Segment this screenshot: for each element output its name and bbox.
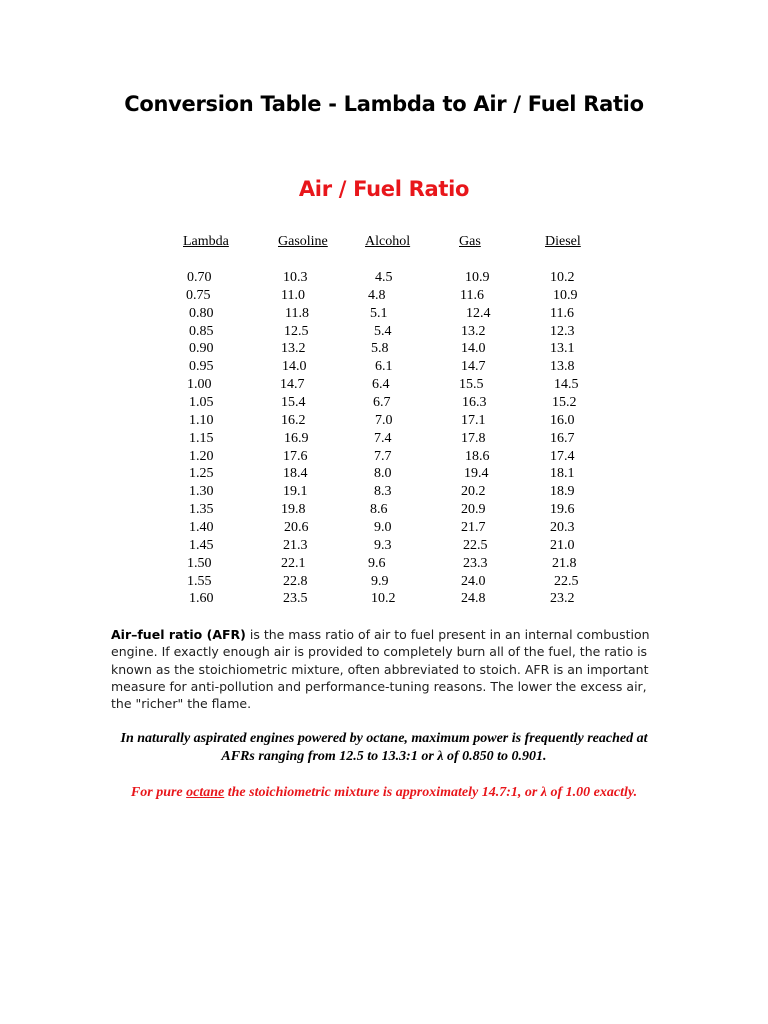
cell-lambda: 1.25	[189, 466, 214, 482]
cell-gas: 16.3	[462, 395, 487, 410]
stoich-note	[110, 784, 658, 802]
cell-gas: 23.3	[463, 555, 488, 571]
cell-lambda: 1.60	[189, 591, 214, 607]
cell-lambda: 0.70	[187, 270, 212, 285]
cell-lambda: 1.55	[187, 573, 212, 589]
cell-diesel: 10.9	[553, 287, 578, 303]
cell-gas: 11.6	[460, 287, 484, 303]
cell-lambda: 0.90	[189, 341, 214, 357]
cell-alcohol: 8.0	[374, 466, 392, 482]
column-header-gasoline: Gasoline	[278, 234, 328, 249]
cell-lambda: 1.05	[189, 395, 214, 410]
cell-gasoline: 19.8	[281, 502, 306, 518]
cell-gasoline: 10.3	[283, 270, 308, 285]
cell-gas: 14.7	[461, 359, 486, 375]
stoich-note-prefix: For pure	[130, 785, 187, 800]
cell-gasoline: 19.1	[283, 484, 308, 500]
cell-alcohol: 5.1	[370, 305, 388, 321]
cell-gas: 21.7	[461, 519, 486, 535]
cell-gas: 17.1	[461, 412, 486, 428]
cell-gas: 14.0	[461, 341, 486, 357]
octane-link[interactable]: octane	[186, 785, 225, 800]
cell-gas: 20.9	[461, 502, 486, 518]
cell-diesel: 11.6	[550, 305, 574, 321]
column-header-lambda: Lambda	[183, 234, 229, 249]
cell-gasoline: 21.3	[283, 537, 308, 553]
cell-lambda: 1.45	[189, 537, 214, 553]
cell-lambda: 0.85	[189, 323, 214, 339]
cell-diesel: 16.7	[550, 430, 575, 446]
cell-alcohol: 9.6	[368, 555, 386, 571]
cell-alcohol: 5.8	[371, 341, 389, 357]
cell-diesel: 22.5	[554, 573, 579, 589]
cell-gas: 22.5	[463, 537, 488, 553]
cell-gasoline: 11.8	[285, 305, 309, 321]
cell-lambda: 1.00	[187, 377, 212, 393]
cell-lambda: 1.35	[189, 502, 214, 518]
cell-gasoline: 13.2	[281, 341, 306, 357]
cell-alcohol: 9.3	[374, 537, 392, 553]
cell-gasoline: 23.5	[283, 591, 308, 607]
cell-diesel: 13.1	[550, 341, 575, 357]
cell-lambda: 1.10	[189, 412, 214, 428]
cell-gasoline: 16.9	[284, 430, 309, 446]
cell-lambda: 0.95	[189, 359, 214, 375]
cell-alcohol: 9.9	[371, 573, 389, 589]
cell-lambda: 1.15	[189, 430, 214, 446]
cell-diesel: 15.2	[552, 395, 577, 410]
cell-diesel: 14.5	[554, 377, 579, 393]
column-header-alcohol: Alcohol	[365, 234, 411, 249]
cell-gas: 15.5	[459, 377, 484, 393]
cell-diesel: 23.2	[550, 591, 575, 607]
definition-text: is the mass ratio of air to fuel present in an internal combustion engine. If exactly enough air is provided to completely burn all of the fuel, the ratio is known as the stoichiometric mixture, often abbreviated to stoich. AFR is an important measure for anti-pollution and performance-tuning reasons. The lower the excess air, the "richer" the flame.	[111, 627, 650, 712]
cell-diesel: 17.4	[550, 448, 575, 464]
cell-alcohol: 6.1	[375, 359, 393, 375]
cell-alcohol: 7.4	[374, 430, 392, 446]
cell-diesel: 20.3	[550, 519, 575, 535]
max-power-note: In naturally aspirated engines powered by octane, maximum power is frequently reached at AFRs ranging from 12.5 to 13.3:1 or λ of 0.850 to 0.901.	[120, 731, 648, 764]
stoich-note-suffix: the stoichiometric mixture is approximately 14.7:1, or λ of 1.00 exactly.	[224, 785, 638, 800]
cell-lambda: 1.20	[189, 448, 214, 464]
cell-gasoline: 12.5	[284, 323, 309, 339]
cell-alcohol: 5.4	[374, 323, 392, 339]
cell-gas: 24.0	[461, 573, 486, 589]
cell-alcohol: 6.7	[373, 395, 391, 410]
cell-gas: 20.2	[461, 484, 486, 500]
cell-lambda: 0.80	[189, 305, 214, 321]
cell-alcohol: 4.5	[375, 270, 393, 285]
cell-alcohol: 8.6	[370, 502, 388, 518]
cell-gas: 24.8	[461, 591, 486, 607]
cell-gasoline: 16.2	[281, 412, 306, 428]
cell-diesel: 18.9	[550, 484, 575, 500]
page-title: Conversion Table - Lambda to Air / Fuel Ratio	[124, 92, 644, 116]
cell-gas: 13.2	[461, 323, 486, 339]
cell-diesel: 16.0	[550, 412, 575, 428]
cell-alcohol: 4.8	[368, 287, 386, 303]
cell-diesel: 12.3	[550, 323, 575, 339]
cell-diesel: 18.1	[550, 466, 575, 482]
cell-alcohol: 7.0	[375, 412, 393, 428]
cell-gasoline: 20.6	[284, 519, 309, 535]
cell-gas: 18.6	[465, 448, 490, 464]
cell-diesel: 19.6	[550, 502, 575, 518]
cell-alcohol: 8.3	[374, 484, 392, 500]
cell-gas: 19.4	[464, 466, 489, 482]
column-header-diesel: Diesel	[545, 234, 581, 249]
cell-diesel: 21.0	[550, 537, 575, 553]
cell-gasoline: 11.0	[281, 287, 305, 303]
cell-lambda: 0.75	[186, 287, 211, 303]
cell-alcohol: 6.4	[372, 377, 390, 393]
cell-gasoline: 22.8	[283, 573, 308, 589]
cell-diesel: 13.8	[550, 359, 575, 375]
cell-gasoline: 14.0	[282, 359, 307, 375]
cell-gasoline: 14.7	[280, 377, 305, 393]
cell-gasoline: 17.6	[283, 448, 308, 464]
cell-gas: 10.9	[465, 270, 490, 285]
cell-lambda: 1.50	[187, 555, 212, 571]
cell-lambda: 1.30	[189, 484, 214, 500]
definition-term: Air–fuel ratio (AFR)	[111, 627, 246, 642]
cell-lambda: 1.40	[189, 519, 214, 535]
cell-gas: 12.4	[466, 305, 491, 321]
column-header-gas: Gas	[459, 234, 481, 249]
cell-gas: 17.8	[461, 430, 486, 446]
cell-gasoline: 15.4	[281, 395, 306, 410]
conversion-table	[0, 233, 768, 613]
cell-diesel: 10.2	[550, 270, 575, 285]
cell-alcohol: 7.7	[374, 448, 392, 464]
cell-gasoline: 18.4	[283, 466, 308, 482]
cell-alcohol: 10.2	[371, 591, 396, 607]
cell-gasoline: 22.1	[281, 555, 306, 571]
cell-diesel: 21.8	[552, 555, 577, 571]
afr-definition	[111, 626, 651, 712]
cell-alcohol: 9.0	[374, 519, 392, 535]
section-title: Air / Fuel Ratio	[298, 177, 470, 201]
